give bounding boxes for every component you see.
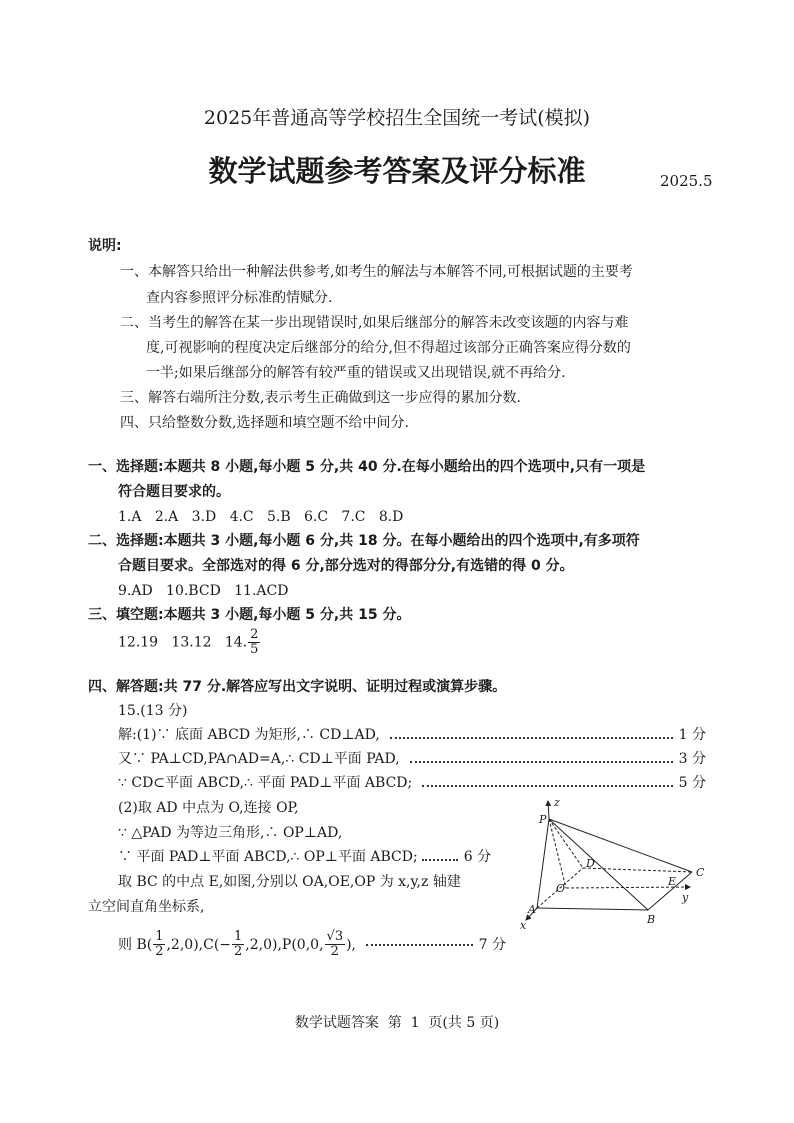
section-2-heading-cont: 合题目要求。全部选对的得 6 分,部分选对的得部分分,有选错的得 0 分。 — [118, 558, 574, 574]
note-line: 度,可视影响的程度决定后继部分的给分,但不得超过该部分正确答案应得分数的 — [146, 340, 631, 356]
label-x: x — [520, 919, 527, 932]
label-a: A — [528, 903, 536, 916]
edge-pa — [537, 819, 549, 908]
q15-part2-line: 取 BC 的中点 E,如图,分别以 OA,OE,OP 为 x,y,z 轴建 — [118, 874, 461, 890]
edge-pb — [549, 819, 648, 910]
q15-title: 15.(13 分) — [118, 703, 188, 719]
coord-text: ), — [346, 936, 357, 953]
q15-step — [118, 726, 706, 744]
note-line: 二、当考生的解答在某一步出现错误时,如果后继部分的解答未改变该题的内容与难 — [120, 315, 629, 331]
numerator: 1 — [234, 929, 243, 944]
section-3-answers — [118, 628, 261, 657]
q15-part2-line: 立空间直角坐标系, — [88, 899, 205, 915]
denominator: 5 — [250, 642, 259, 657]
document-title: 数学试题参考答案及评分标准 — [208, 154, 586, 188]
section-1-heading: 一、选择题:本题共 8 小题,每小题 5 分,共 40 分.在每小题给出的四个选项中,只有一项是 — [88, 459, 646, 475]
section-2-heading: 二、选择题:本题共 3 小题,每小题 6 分,共 18 分。在每小题给出的四个选项中,有多项符 — [88, 533, 640, 549]
note-line: 查内容参照评分标准酌情赋分. — [146, 290, 333, 306]
fraction — [248, 628, 260, 657]
label-c: C — [696, 866, 705, 879]
label-y: y — [682, 891, 689, 904]
q15-step — [118, 774, 706, 792]
numerator: 1 — [155, 929, 164, 944]
note-line: 四、只给整数分数,选择题和填空题不给中间分. — [120, 415, 409, 431]
step-text: 又∵ PA⊥CD,PA∩AD=A,∴ CD⊥平面 PAD, — [118, 751, 400, 767]
edge-po — [549, 819, 566, 888]
section-4-heading: 四、解答题:共 77 分.解答应写出文字说明、证明过程或演算步骤。 — [88, 679, 507, 695]
q15-part2-line: (2)取 AD 中点为 O,连接 OP, — [118, 800, 299, 816]
edge-pc — [549, 819, 692, 872]
coord-text: 则 B( — [118, 936, 153, 953]
label-e: E — [668, 875, 677, 888]
section-1-heading-cont: 符合题目要求的。 — [118, 484, 230, 500]
denominator: 2 — [330, 944, 339, 959]
numerator: 2 — [250, 627, 259, 642]
label-z: z — [554, 796, 560, 809]
label-b: B — [647, 913, 656, 926]
exam-title: 2025年普通高等学校招生全国统一考试(模拟) — [203, 107, 591, 129]
answers-text: 12.19 13.12 14. — [118, 634, 248, 651]
label-o: O — [556, 882, 566, 895]
numerator: √3 — [326, 929, 344, 944]
z-axis — [548, 801, 549, 819]
dot-leader — [422, 785, 672, 787]
section-1-answers: 1.A 2.A 3.D 4.C 5.B 6.C 7.C 8.D — [118, 509, 404, 525]
fraction — [153, 930, 165, 959]
edge-dc — [583, 868, 692, 872]
fraction — [232, 930, 244, 959]
coord-text: ,2,0),P(0,0, — [245, 936, 324, 953]
step-score: 3 分 — [678, 751, 706, 767]
edge-ab — [537, 908, 648, 910]
dot-leader — [422, 859, 458, 861]
q15-coordinates — [118, 930, 506, 959]
notes-heading: 说明: — [88, 238, 122, 254]
denominator: 2 — [234, 944, 243, 959]
step-score: 7 分 — [478, 936, 506, 953]
pyramid-figure — [510, 795, 720, 935]
q15-part2-line: ∵ △PAD 为等边三角形,∴ OP⊥AD, — [118, 825, 343, 841]
q15-step — [118, 750, 706, 768]
dot-leader — [410, 761, 673, 763]
step-text: 解:(1)∵ 底面 ABCD 为矩形,∴ CD⊥AD, — [118, 727, 380, 743]
step-score: 5 分 — [678, 775, 706, 791]
note-line: 三、解答右端所注分数,表示考生正确做到这一步应得的累加分数. — [120, 390, 521, 406]
q15-part2-line — [118, 848, 506, 866]
dot-leader — [366, 944, 473, 946]
step-text: ∵ 平面 PAD⊥平面 ABCD,∴ OP⊥平面 ABCD; — [118, 849, 418, 865]
label-p: P — [539, 813, 547, 826]
fraction — [325, 930, 346, 959]
edge-pd — [549, 819, 583, 868]
label-d: D — [586, 857, 595, 870]
note-line: 一、本解答只给出一种解法供参考,如考生的解法与本解答不同,可根据试题的主要考 — [120, 264, 633, 280]
document-date: 2025.5 — [660, 172, 713, 190]
coord-text: ,2,0),C(− — [166, 936, 232, 953]
page-footer: 数学试题答案 第 1 页(共 5 页) — [294, 1015, 500, 1031]
step-score: 6 分 — [463, 849, 492, 865]
section-2-answers: 9.AD 10.BCD 11.ACD — [118, 583, 289, 599]
step-score: 1 分 — [678, 727, 706, 743]
dot-leader — [390, 737, 673, 739]
denominator: 2 — [155, 944, 164, 959]
note-line: 一半;如果后继部分的解答有较严重的错误或又出现错误,就不再给分. — [146, 365, 566, 381]
section-3-heading: 三、填空题:本题共 3 小题,每小题 5 分,共 15 分。 — [88, 607, 411, 623]
step-text: ∵ CD⊂平面 ABCD,∴ 平面 PAD⊥平面 ABCD; — [118, 775, 413, 791]
